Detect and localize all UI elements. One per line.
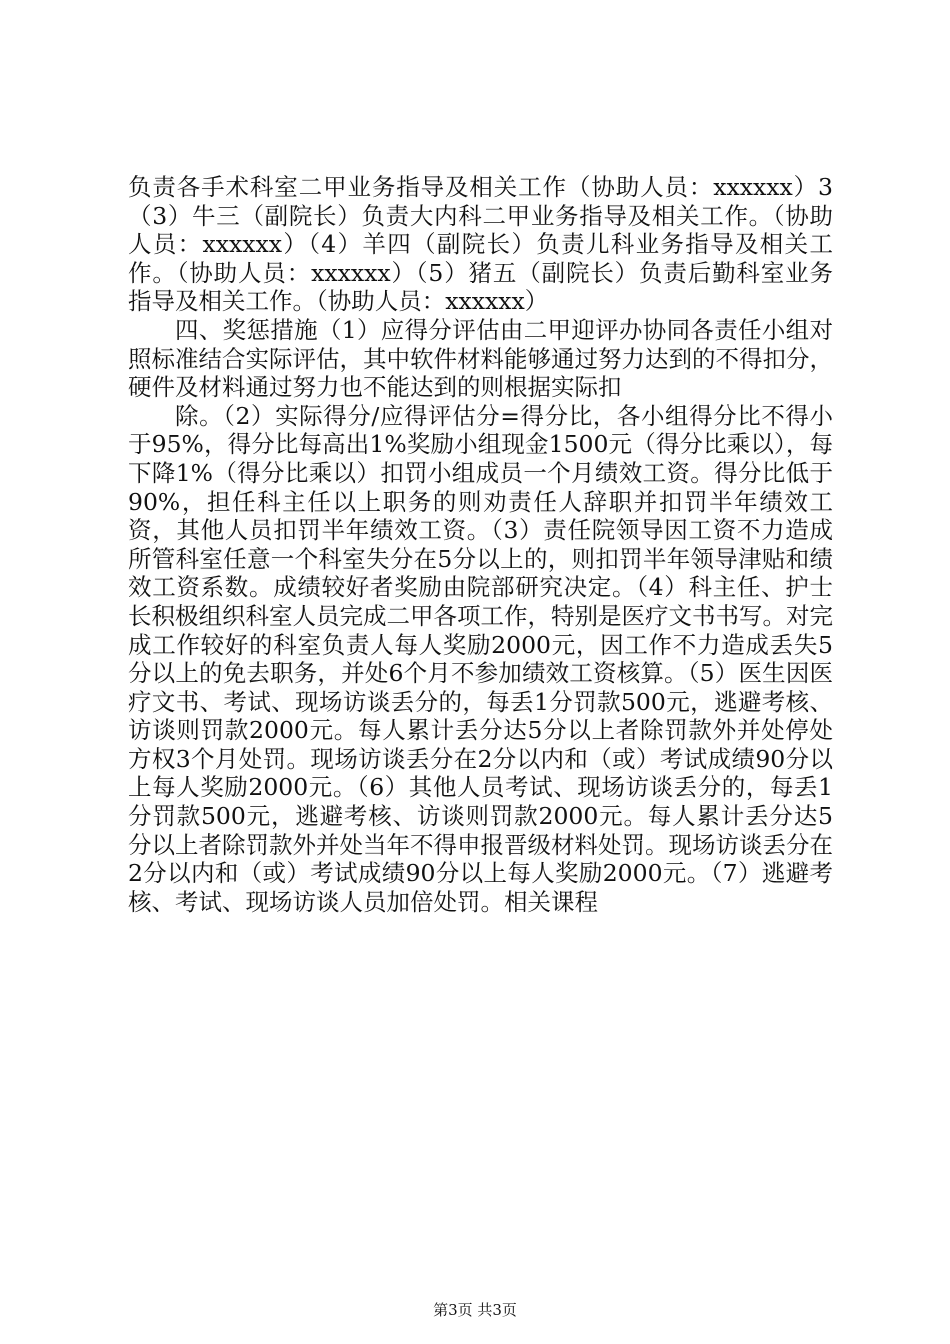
page-number-footer: 第3页 共3页: [433, 1301, 517, 1319]
paragraph-leaders: 负责各手术科室二甲业务指导及相关工作（协助人员：xxxxxx）3（3）牛三（副院长）负责大内科二甲业务指导及相关工作。（协助人员：xxxxxx）（4）羊四（副院长）负责儿科业务指导及相关工作。（协助人员：xxxxxx）（5）猪五（副院长）负责后勤科室业务指导及相关工作。（协助人员：xxxxxx）: [128, 173, 833, 316]
paragraph-rewards-details: 除。（2）实际得分/应得评估分=得分比，各小组得分比不得小于95%，得分比每高出1%奖励小组现金1500元（得分比乘以），每下降1%（得分比乘以）扣罚小组成员一个月绩效工资。得分比低于90%，担任科主任以上职务的则劝责任人辞职并扣罚半年绩效工资，其他人员扣罚半年绩效工资。（3）责任院领导因工资不力造成所管科室任意一个科室失分在5分以上的，则扣罚半年领导津贴和绩效工资系数。成绩较好者奖励由院部研究决定。（4）科主任、护士长积极组织科室人员完成二甲各项工作，特别是医疗文书书写。对完成工作较好的科室负责人每人奖励2000元，因工作不力造成丢失5分以上的免去职务，并处6个月不参加绩效工资核算。（5）医生因医疗文书、考试、现场访谈丢分的，每丢1分罚款500元，逃避考核、访谈则罚款2000元。每人累计丢分达5分以上者除罚款外并处停处方权3个月处罚。现场访谈丢分在2分以内和（或）考试成绩90分以上每人奖励2000元。（6）其他人员考试、现场访谈丢分的，每丢1分罚款500元，逃避考核、访谈则罚款2000元。每人累计丢分达5分以上者除罚款外并处当年不得申报晋级材料处罚。现场访谈丢分在2分以内和（或）考试成绩90分以上每人奖励2000元。（7）逃避考核、考试、现场访谈人员加倍处罚。相关课程: [128, 401, 833, 916]
document-body: [128, 173, 833, 916]
paragraph-rewards-intro: 四、奖惩措施（1）应得分评估由二甲迎评办协同各责任小组对照标准结合实际评估，其中软件材料能够通过努力达到的不得扣分，硬件及材料通过努力也不能达到的则根据实际扣: [128, 315, 833, 402]
